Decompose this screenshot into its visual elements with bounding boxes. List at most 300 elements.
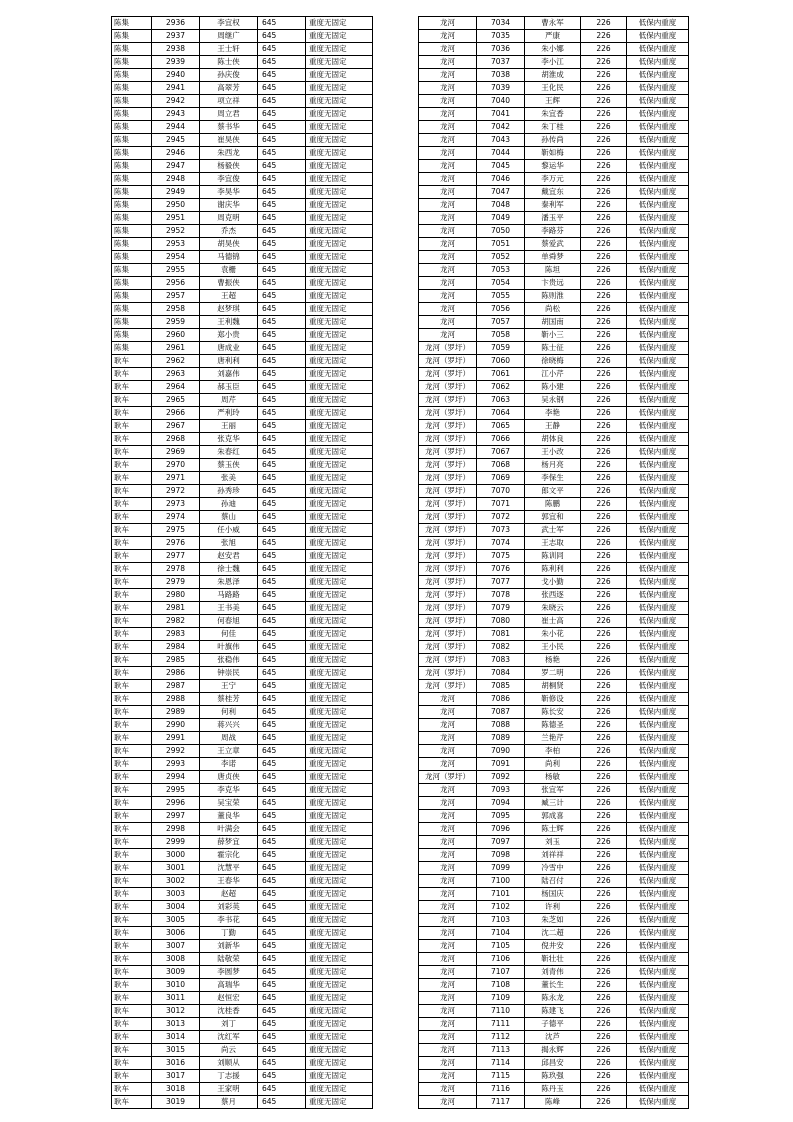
id-cell: 7108 bbox=[477, 979, 525, 992]
id-cell: 7098 bbox=[477, 849, 525, 862]
table-row bbox=[112, 186, 373, 199]
table-row bbox=[112, 849, 373, 862]
amount-cell: 645 bbox=[258, 264, 306, 277]
name-cell: 戴宜东 bbox=[525, 186, 581, 199]
id-cell: 2939 bbox=[152, 56, 200, 69]
id-cell: 7056 bbox=[477, 303, 525, 316]
town-cell: 陈集 bbox=[112, 173, 152, 186]
town-cell: 耿车 bbox=[112, 446, 152, 459]
town-cell: 龙河 bbox=[419, 134, 477, 147]
name-cell: 谢庆华 bbox=[200, 199, 258, 212]
type-cell: 重度无固定 bbox=[306, 69, 373, 82]
table-row bbox=[419, 498, 689, 511]
table-row bbox=[112, 394, 373, 407]
id-cell: 2981 bbox=[152, 602, 200, 615]
amount-cell: 226 bbox=[581, 498, 627, 511]
table-row bbox=[112, 537, 373, 550]
table-row bbox=[419, 446, 689, 459]
type-cell: 低保内重度 bbox=[627, 1044, 689, 1057]
name-cell: 唐利利 bbox=[200, 355, 258, 368]
amount-cell: 645 bbox=[258, 459, 306, 472]
town-cell: 耿车 bbox=[112, 771, 152, 784]
town-cell: 耿车 bbox=[112, 992, 152, 1005]
amount-cell: 226 bbox=[581, 43, 627, 56]
id-cell: 7077 bbox=[477, 576, 525, 589]
type-cell: 重度无固定 bbox=[306, 368, 373, 381]
amount-cell: 226 bbox=[581, 888, 627, 901]
town-cell: 耿车 bbox=[112, 641, 152, 654]
type-cell: 重度无固定 bbox=[306, 979, 373, 992]
name-cell: 徐晓梅 bbox=[525, 355, 581, 368]
type-cell: 低保内重度 bbox=[627, 420, 689, 433]
name-cell: 陈利利 bbox=[525, 563, 581, 576]
table-row bbox=[419, 69, 689, 82]
name-cell: 陈则淮 bbox=[525, 290, 581, 303]
table-row bbox=[419, 628, 689, 641]
table-row bbox=[112, 251, 373, 264]
table-row bbox=[112, 121, 373, 134]
id-cell: 2994 bbox=[152, 771, 200, 784]
amount-cell: 645 bbox=[258, 485, 306, 498]
type-cell: 重度无固定 bbox=[306, 433, 373, 446]
type-cell: 低保内重度 bbox=[627, 628, 689, 641]
town-cell: 耿车 bbox=[112, 472, 152, 485]
table-row bbox=[112, 1057, 373, 1070]
name-cell: 郭宜和 bbox=[525, 511, 581, 524]
town-cell: 耿车 bbox=[112, 745, 152, 758]
amount-cell: 226 bbox=[581, 329, 627, 342]
name-cell: 李克华 bbox=[200, 784, 258, 797]
id-cell: 7103 bbox=[477, 914, 525, 927]
table-row bbox=[112, 498, 373, 511]
amount-cell: 226 bbox=[581, 147, 627, 160]
name-cell: 何佳 bbox=[200, 628, 258, 641]
name-cell: 李宜俊 bbox=[200, 173, 258, 186]
type-cell: 低保内重度 bbox=[627, 368, 689, 381]
table-row bbox=[112, 212, 373, 225]
town-cell: 耿车 bbox=[112, 797, 152, 810]
type-cell: 低保内重度 bbox=[627, 940, 689, 953]
amount-cell: 226 bbox=[581, 472, 627, 485]
id-cell: 2942 bbox=[152, 95, 200, 108]
id-cell: 7067 bbox=[477, 446, 525, 459]
town-cell: 耿车 bbox=[112, 1044, 152, 1057]
right-table-body bbox=[419, 17, 689, 1109]
id-cell: 7096 bbox=[477, 823, 525, 836]
name-cell: 朱晓云 bbox=[525, 602, 581, 615]
name-cell: 丁勤 bbox=[200, 927, 258, 940]
town-cell: 龙河 bbox=[419, 992, 477, 1005]
type-cell: 重度无固定 bbox=[306, 147, 373, 160]
amount-cell: 226 bbox=[581, 576, 627, 589]
name-cell: 倪井安 bbox=[525, 940, 581, 953]
town-cell: 耿车 bbox=[112, 420, 152, 433]
amount-cell: 645 bbox=[258, 914, 306, 927]
type-cell: 重度无固定 bbox=[306, 43, 373, 56]
name-cell: 叶满会 bbox=[200, 823, 258, 836]
type-cell: 低保内重度 bbox=[627, 160, 689, 173]
table-row bbox=[112, 69, 373, 82]
type-cell: 低保内重度 bbox=[627, 576, 689, 589]
id-cell: 3009 bbox=[152, 966, 200, 979]
table-row bbox=[112, 875, 373, 888]
name-cell: 蔡玉侠 bbox=[200, 459, 258, 472]
town-cell: 龙河 bbox=[419, 69, 477, 82]
amount-cell: 645 bbox=[258, 498, 306, 511]
town-cell: 龙河 bbox=[419, 914, 477, 927]
name-cell: 吴永钢 bbox=[525, 394, 581, 407]
amount-cell: 226 bbox=[581, 771, 627, 784]
amount-cell: 645 bbox=[258, 979, 306, 992]
amount-cell: 226 bbox=[581, 784, 627, 797]
amount-cell: 645 bbox=[258, 212, 306, 225]
table-row bbox=[112, 225, 373, 238]
amount-cell: 645 bbox=[258, 134, 306, 147]
type-cell: 重度无固定 bbox=[306, 849, 373, 862]
table-row bbox=[419, 199, 689, 212]
amount-cell: 645 bbox=[258, 966, 306, 979]
amount-cell: 645 bbox=[258, 823, 306, 836]
table-row bbox=[112, 693, 373, 706]
town-cell: 龙河 bbox=[419, 693, 477, 706]
town-cell: 陈集 bbox=[112, 30, 152, 43]
town-cell: 耿车 bbox=[112, 355, 152, 368]
amount-cell: 645 bbox=[258, 1057, 306, 1070]
table-row bbox=[112, 199, 373, 212]
id-cell: 2962 bbox=[152, 355, 200, 368]
name-cell: 王辉 bbox=[525, 95, 581, 108]
town-cell: 龙河 bbox=[419, 784, 477, 797]
name-cell: 王小改 bbox=[525, 446, 581, 459]
type-cell: 重度无固定 bbox=[306, 225, 373, 238]
id-cell: 7101 bbox=[477, 888, 525, 901]
name-cell: 靳小三 bbox=[525, 329, 581, 342]
id-cell: 3003 bbox=[152, 888, 200, 901]
name-cell: 刘青伟 bbox=[525, 966, 581, 979]
town-cell: 龙河 bbox=[419, 303, 477, 316]
town-cell: 龙河 bbox=[419, 797, 477, 810]
id-cell: 2946 bbox=[152, 147, 200, 160]
town-cell: 龙河 bbox=[419, 121, 477, 134]
table-row bbox=[112, 719, 373, 732]
type-cell: 低保内重度 bbox=[627, 511, 689, 524]
name-cell: 郎文平 bbox=[525, 485, 581, 498]
id-cell: 7058 bbox=[477, 329, 525, 342]
town-cell: 陈集 bbox=[112, 160, 152, 173]
town-cell: 龙河（罗圩） bbox=[419, 524, 477, 537]
name-cell: 胡体良 bbox=[525, 433, 581, 446]
town-cell: 陈集 bbox=[112, 290, 152, 303]
table-row bbox=[419, 771, 689, 784]
name-cell: 沈慧平 bbox=[200, 862, 258, 875]
name-cell: 王静 bbox=[525, 420, 581, 433]
type-cell: 重度无固定 bbox=[306, 186, 373, 199]
name-cell: 丁志援 bbox=[200, 1070, 258, 1083]
type-cell: 低保内重度 bbox=[627, 173, 689, 186]
amount-cell: 226 bbox=[581, 875, 627, 888]
type-cell: 重度无固定 bbox=[306, 199, 373, 212]
table-row bbox=[419, 901, 689, 914]
amount-cell: 645 bbox=[258, 901, 306, 914]
amount-cell: 645 bbox=[258, 225, 306, 238]
table-row bbox=[112, 368, 373, 381]
amount-cell: 226 bbox=[581, 446, 627, 459]
name-cell: 陈玖强 bbox=[525, 1070, 581, 1083]
amount-cell: 226 bbox=[581, 901, 627, 914]
table-row bbox=[419, 849, 689, 862]
name-cell: 钟崇民 bbox=[200, 667, 258, 680]
id-cell: 7080 bbox=[477, 615, 525, 628]
table-row bbox=[419, 1083, 689, 1096]
town-cell: 龙河 bbox=[419, 277, 477, 290]
type-cell: 重度无固定 bbox=[306, 732, 373, 745]
id-cell: 7047 bbox=[477, 186, 525, 199]
type-cell: 重度无固定 bbox=[306, 355, 373, 368]
name-cell: 冷雪中 bbox=[525, 862, 581, 875]
table-row bbox=[419, 940, 689, 953]
town-cell: 龙河 bbox=[419, 43, 477, 56]
amount-cell: 226 bbox=[581, 394, 627, 407]
town-cell: 耿车 bbox=[112, 823, 152, 836]
table-row bbox=[112, 979, 373, 992]
name-cell: 陈长安 bbox=[525, 706, 581, 719]
table-row bbox=[419, 758, 689, 771]
name-cell: 陈士征 bbox=[525, 342, 581, 355]
name-cell: 靳壮壮 bbox=[525, 953, 581, 966]
amount-cell: 226 bbox=[581, 290, 627, 303]
type-cell: 重度无固定 bbox=[306, 316, 373, 329]
table-row bbox=[112, 95, 373, 108]
type-cell: 重度无固定 bbox=[306, 693, 373, 706]
name-cell: 刘玉 bbox=[525, 836, 581, 849]
table-row bbox=[419, 797, 689, 810]
amount-cell: 226 bbox=[581, 433, 627, 446]
town-cell: 龙河（罗圩） bbox=[419, 420, 477, 433]
id-cell: 2996 bbox=[152, 797, 200, 810]
name-cell: 刘新华 bbox=[200, 940, 258, 953]
table-row bbox=[112, 264, 373, 277]
name-cell: 许利 bbox=[525, 901, 581, 914]
amount-cell: 645 bbox=[258, 1044, 306, 1057]
name-cell: 严康 bbox=[525, 30, 581, 43]
table-row bbox=[419, 290, 689, 303]
table-row bbox=[112, 1070, 373, 1083]
table-row bbox=[112, 160, 373, 173]
type-cell: 低保内重度 bbox=[627, 992, 689, 1005]
id-cell: 7088 bbox=[477, 719, 525, 732]
amount-cell: 226 bbox=[581, 69, 627, 82]
amount-cell: 226 bbox=[581, 342, 627, 355]
town-cell: 耿车 bbox=[112, 550, 152, 563]
type-cell: 低保内重度 bbox=[627, 888, 689, 901]
amount-cell: 645 bbox=[258, 1096, 306, 1109]
table-row bbox=[419, 1031, 689, 1044]
name-cell: 陈德圣 bbox=[525, 719, 581, 732]
type-cell: 低保内重度 bbox=[627, 69, 689, 82]
name-cell: 沈桂香 bbox=[200, 1005, 258, 1018]
town-cell: 龙河 bbox=[419, 1044, 477, 1057]
type-cell: 低保内重度 bbox=[627, 121, 689, 134]
id-cell: 7092 bbox=[477, 771, 525, 784]
type-cell: 低保内重度 bbox=[627, 290, 689, 303]
name-cell: 朱宜香 bbox=[525, 108, 581, 121]
id-cell: 2984 bbox=[152, 641, 200, 654]
name-cell: 陈永龙 bbox=[525, 992, 581, 1005]
id-cell: 2991 bbox=[152, 732, 200, 745]
id-cell: 7091 bbox=[477, 758, 525, 771]
id-cell: 2953 bbox=[152, 238, 200, 251]
table-row bbox=[112, 706, 373, 719]
type-cell: 重度无固定 bbox=[306, 953, 373, 966]
type-cell: 重度无固定 bbox=[306, 160, 373, 173]
town-cell: 龙河 bbox=[419, 225, 477, 238]
id-cell: 2936 bbox=[152, 17, 200, 30]
amount-cell: 645 bbox=[258, 160, 306, 173]
table-row bbox=[112, 771, 373, 784]
type-cell: 低保内重度 bbox=[627, 862, 689, 875]
table-row bbox=[112, 433, 373, 446]
amount-cell: 226 bbox=[581, 459, 627, 472]
id-cell: 2979 bbox=[152, 576, 200, 589]
table-row bbox=[419, 719, 689, 732]
type-cell: 低保内重度 bbox=[627, 43, 689, 56]
amount-cell: 645 bbox=[258, 719, 306, 732]
name-cell: 周芹 bbox=[200, 394, 258, 407]
table-row bbox=[112, 914, 373, 927]
town-cell: 耿车 bbox=[112, 979, 152, 992]
amount-cell: 226 bbox=[581, 966, 627, 979]
town-cell: 龙河（罗圩） bbox=[419, 433, 477, 446]
name-cell: 蔡桂芳 bbox=[200, 693, 258, 706]
id-cell: 2957 bbox=[152, 290, 200, 303]
town-cell: 耿车 bbox=[112, 576, 152, 589]
town-cell: 陈集 bbox=[112, 212, 152, 225]
id-cell: 2949 bbox=[152, 186, 200, 199]
id-cell: 2960 bbox=[152, 329, 200, 342]
amount-cell: 226 bbox=[581, 212, 627, 225]
table-row bbox=[419, 277, 689, 290]
table-row bbox=[419, 160, 689, 173]
town-cell: 龙河（罗圩） bbox=[419, 667, 477, 680]
name-cell: 黎运华 bbox=[525, 160, 581, 173]
town-cell: 龙河 bbox=[419, 160, 477, 173]
amount-cell: 645 bbox=[258, 602, 306, 615]
amount-cell: 645 bbox=[258, 615, 306, 628]
name-cell: 靳如梅 bbox=[525, 147, 581, 160]
type-cell: 重度无固定 bbox=[306, 381, 373, 394]
amount-cell: 226 bbox=[581, 810, 627, 823]
id-cell: 7072 bbox=[477, 511, 525, 524]
table-row bbox=[112, 485, 373, 498]
name-cell: 朱小娜 bbox=[525, 43, 581, 56]
amount-cell: 645 bbox=[258, 1070, 306, 1083]
id-cell: 7043 bbox=[477, 134, 525, 147]
name-cell: 胡淮成 bbox=[525, 69, 581, 82]
type-cell: 重度无固定 bbox=[306, 394, 373, 407]
table-row bbox=[112, 615, 373, 628]
table-row bbox=[419, 810, 689, 823]
type-cell: 重度无固定 bbox=[306, 511, 373, 524]
amount-cell: 645 bbox=[258, 641, 306, 654]
amount-cell: 645 bbox=[258, 849, 306, 862]
name-cell: 胡桐贤 bbox=[525, 680, 581, 693]
name-cell: 子德平 bbox=[525, 1018, 581, 1031]
name-cell: 李昊华 bbox=[200, 186, 258, 199]
type-cell: 低保内重度 bbox=[627, 485, 689, 498]
name-cell: 李诺 bbox=[200, 758, 258, 771]
name-cell: 高瑞华 bbox=[200, 979, 258, 992]
table-row bbox=[112, 797, 373, 810]
table-row bbox=[419, 1096, 689, 1109]
id-cell: 7062 bbox=[477, 381, 525, 394]
town-cell: 龙河 bbox=[419, 329, 477, 342]
town-cell: 陈集 bbox=[112, 95, 152, 108]
amount-cell: 645 bbox=[258, 95, 306, 108]
type-cell: 低保内重度 bbox=[627, 329, 689, 342]
type-cell: 低保内重度 bbox=[627, 836, 689, 849]
town-cell: 龙河（罗圩） bbox=[419, 511, 477, 524]
town-cell: 龙河 bbox=[419, 1096, 477, 1109]
id-cell: 2968 bbox=[152, 433, 200, 446]
table-row bbox=[112, 173, 373, 186]
type-cell: 低保内重度 bbox=[627, 225, 689, 238]
town-cell: 龙河 bbox=[419, 1070, 477, 1083]
town-cell: 耿车 bbox=[112, 680, 152, 693]
town-cell: 耿车 bbox=[112, 602, 152, 615]
type-cell: 低保内重度 bbox=[627, 186, 689, 199]
id-cell: 7049 bbox=[477, 212, 525, 225]
table-row bbox=[419, 134, 689, 147]
id-cell: 7094 bbox=[477, 797, 525, 810]
name-cell: 刘丁 bbox=[200, 1018, 258, 1031]
table-row bbox=[419, 368, 689, 381]
name-cell: 陈小建 bbox=[525, 381, 581, 394]
type-cell: 重度无固定 bbox=[306, 1096, 373, 1109]
table-row bbox=[112, 758, 373, 771]
type-cell: 低保内重度 bbox=[627, 342, 689, 355]
name-cell: 朱芝如 bbox=[525, 914, 581, 927]
town-cell: 龙河 bbox=[419, 173, 477, 186]
id-cell: 7110 bbox=[477, 1005, 525, 1018]
type-cell: 重度无固定 bbox=[306, 303, 373, 316]
name-cell: 蒋兴兴 bbox=[200, 719, 258, 732]
type-cell: 低保内重度 bbox=[627, 966, 689, 979]
amount-cell: 226 bbox=[581, 615, 627, 628]
left-table bbox=[111, 16, 373, 1109]
town-cell: 龙河 bbox=[419, 264, 477, 277]
id-cell: 7107 bbox=[477, 966, 525, 979]
type-cell: 低保内重度 bbox=[627, 394, 689, 407]
type-cell: 重度无固定 bbox=[306, 602, 373, 615]
town-cell: 耿车 bbox=[112, 849, 152, 862]
town-cell: 陈集 bbox=[112, 199, 152, 212]
town-cell: 陈集 bbox=[112, 329, 152, 342]
table-row bbox=[112, 1096, 373, 1109]
table-row bbox=[112, 459, 373, 472]
amount-cell: 226 bbox=[581, 56, 627, 69]
type-cell: 低保内重度 bbox=[627, 901, 689, 914]
name-cell: 唐成业 bbox=[200, 342, 258, 355]
id-cell: 7116 bbox=[477, 1083, 525, 1096]
name-cell: 郑小贵 bbox=[200, 329, 258, 342]
table-row bbox=[419, 706, 689, 719]
table-row bbox=[112, 901, 373, 914]
town-cell: 耿车 bbox=[112, 901, 152, 914]
id-cell: 7090 bbox=[477, 745, 525, 758]
table-row bbox=[419, 1070, 689, 1083]
type-cell: 低保内重度 bbox=[627, 810, 689, 823]
type-cell: 低保内重度 bbox=[627, 784, 689, 797]
